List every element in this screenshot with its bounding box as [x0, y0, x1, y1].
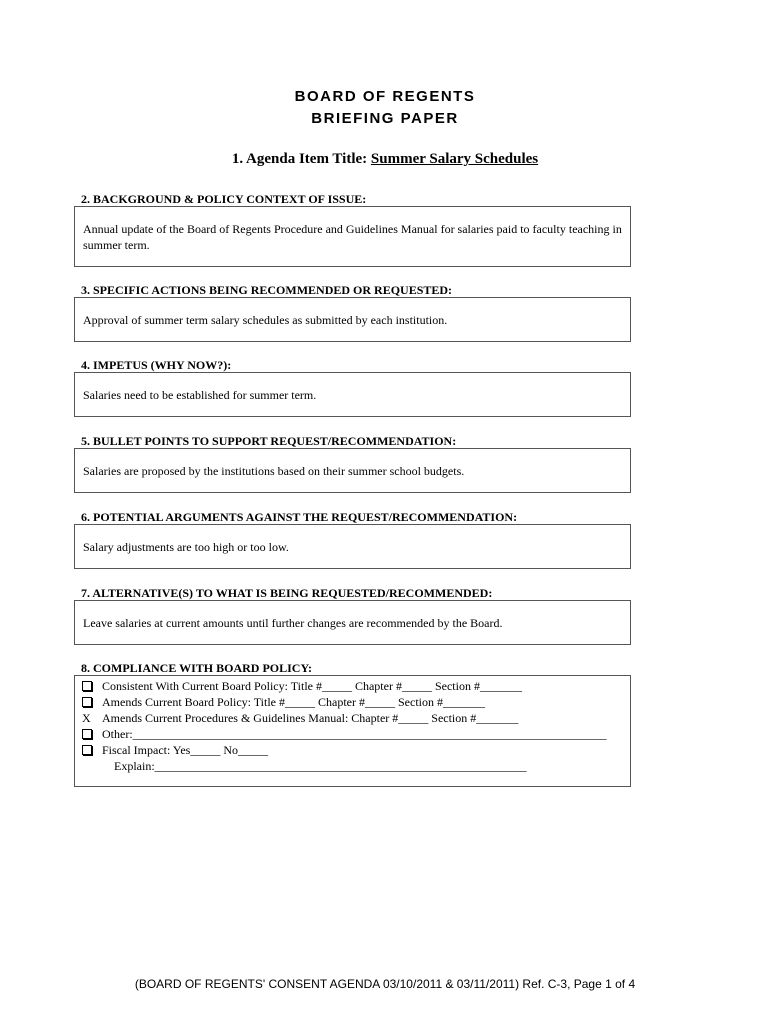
compliance-item-amends-procedures: X Amends Current Procedures & Guidelines Manual: Chapter #_____ Section #_______	[82, 711, 519, 725]
section-7-box	[74, 600, 631, 645]
section-4-text: Salaries need to be established for summer term.	[83, 388, 317, 402]
section-3-title: 3. SPECIFIC ACTIONS BEING RECOMMENDED OR REQUESTED:	[81, 283, 453, 297]
compliance-explain: Explain:______________________________________________________________	[114, 759, 527, 773]
compliance-item-amends-policy: Amends Current Board Policy: Title #_____ Chapter #_____ Section #_______	[82, 694, 607, 710]
section-6-box	[74, 524, 631, 569]
compliance-list	[82, 678, 607, 774]
header-subtitle: BRIEFING PAPER	[311, 110, 459, 127]
footer-reference: (BOARD OF REGENTS' CONSENT AGENDA 03/10/2011 & 03/11/2011) Ref. C-3, Page 1 of 4	[134, 977, 636, 991]
x-mark-icon[interactable]: X	[82, 711, 91, 725]
section-2-text: Annual update of the Board of Regents Procedure and Guidelines Manual for salaries paid to faculty teaching in summer term.	[83, 222, 622, 252]
section-3-box	[74, 297, 631, 342]
section-4-box	[74, 372, 631, 417]
section-7-text: Leave salaries at current amounts until further changes are recommended by the Board.	[83, 616, 503, 630]
checkbox-icon[interactable]	[82, 745, 92, 755]
section-2-title: 2. BACKGROUND & POLICY CONTEXT OF ISSUE:	[81, 192, 367, 206]
compliance-box	[74, 675, 631, 787]
header-title: BOARD OF REGENTS	[294, 88, 476, 105]
section-6-title: 6. POTENTIAL ARGUMENTS AGAINST THE REQUEST/RECOMMENDATION:	[81, 510, 518, 524]
section-4-title: 4. IMPETUS (WHY NOW?):	[81, 358, 232, 372]
compliance-item-other: Other:_______________________________________________________________________________	[82, 726, 607, 742]
checkbox-icon[interactable]	[82, 697, 92, 707]
checkbox-icon[interactable]	[82, 729, 92, 739]
section-5-text: Salaries are proposed by the institutions based on their summer school budgets.	[83, 464, 465, 478]
agenda-title: Summer Salary Schedules	[370, 151, 539, 167]
agenda-item	[0, 151, 770, 168]
section-6-text: Salary adjustments are too high or too low.	[83, 540, 289, 554]
agenda-label: 1. Agenda Item Title:	[231, 151, 368, 167]
section-7-title: 7. ALTERNATIVE(S) TO WHAT IS BEING REQUESTED/RECOMMENDED:	[81, 586, 493, 600]
compliance-item-fiscal-impact: Fiscal Impact: Yes_____ No_____	[82, 742, 607, 758]
section-8-title: 8. COMPLIANCE WITH BOARD POLICY:	[81, 661, 313, 675]
section-2-box	[74, 206, 631, 267]
compliance-item-consistent: Consistent With Current Board Policy: Title #_____ Chapter #_____ Section #_______	[82, 678, 607, 694]
checkbox-icon[interactable]	[82, 681, 92, 691]
section-3-text: Approval of summer term salary schedules as submitted by each institution.	[83, 313, 448, 327]
section-5-box	[74, 448, 631, 493]
section-5-title: 5. BULLET POINTS TO SUPPORT REQUEST/RECOMMENDATION:	[81, 434, 457, 448]
